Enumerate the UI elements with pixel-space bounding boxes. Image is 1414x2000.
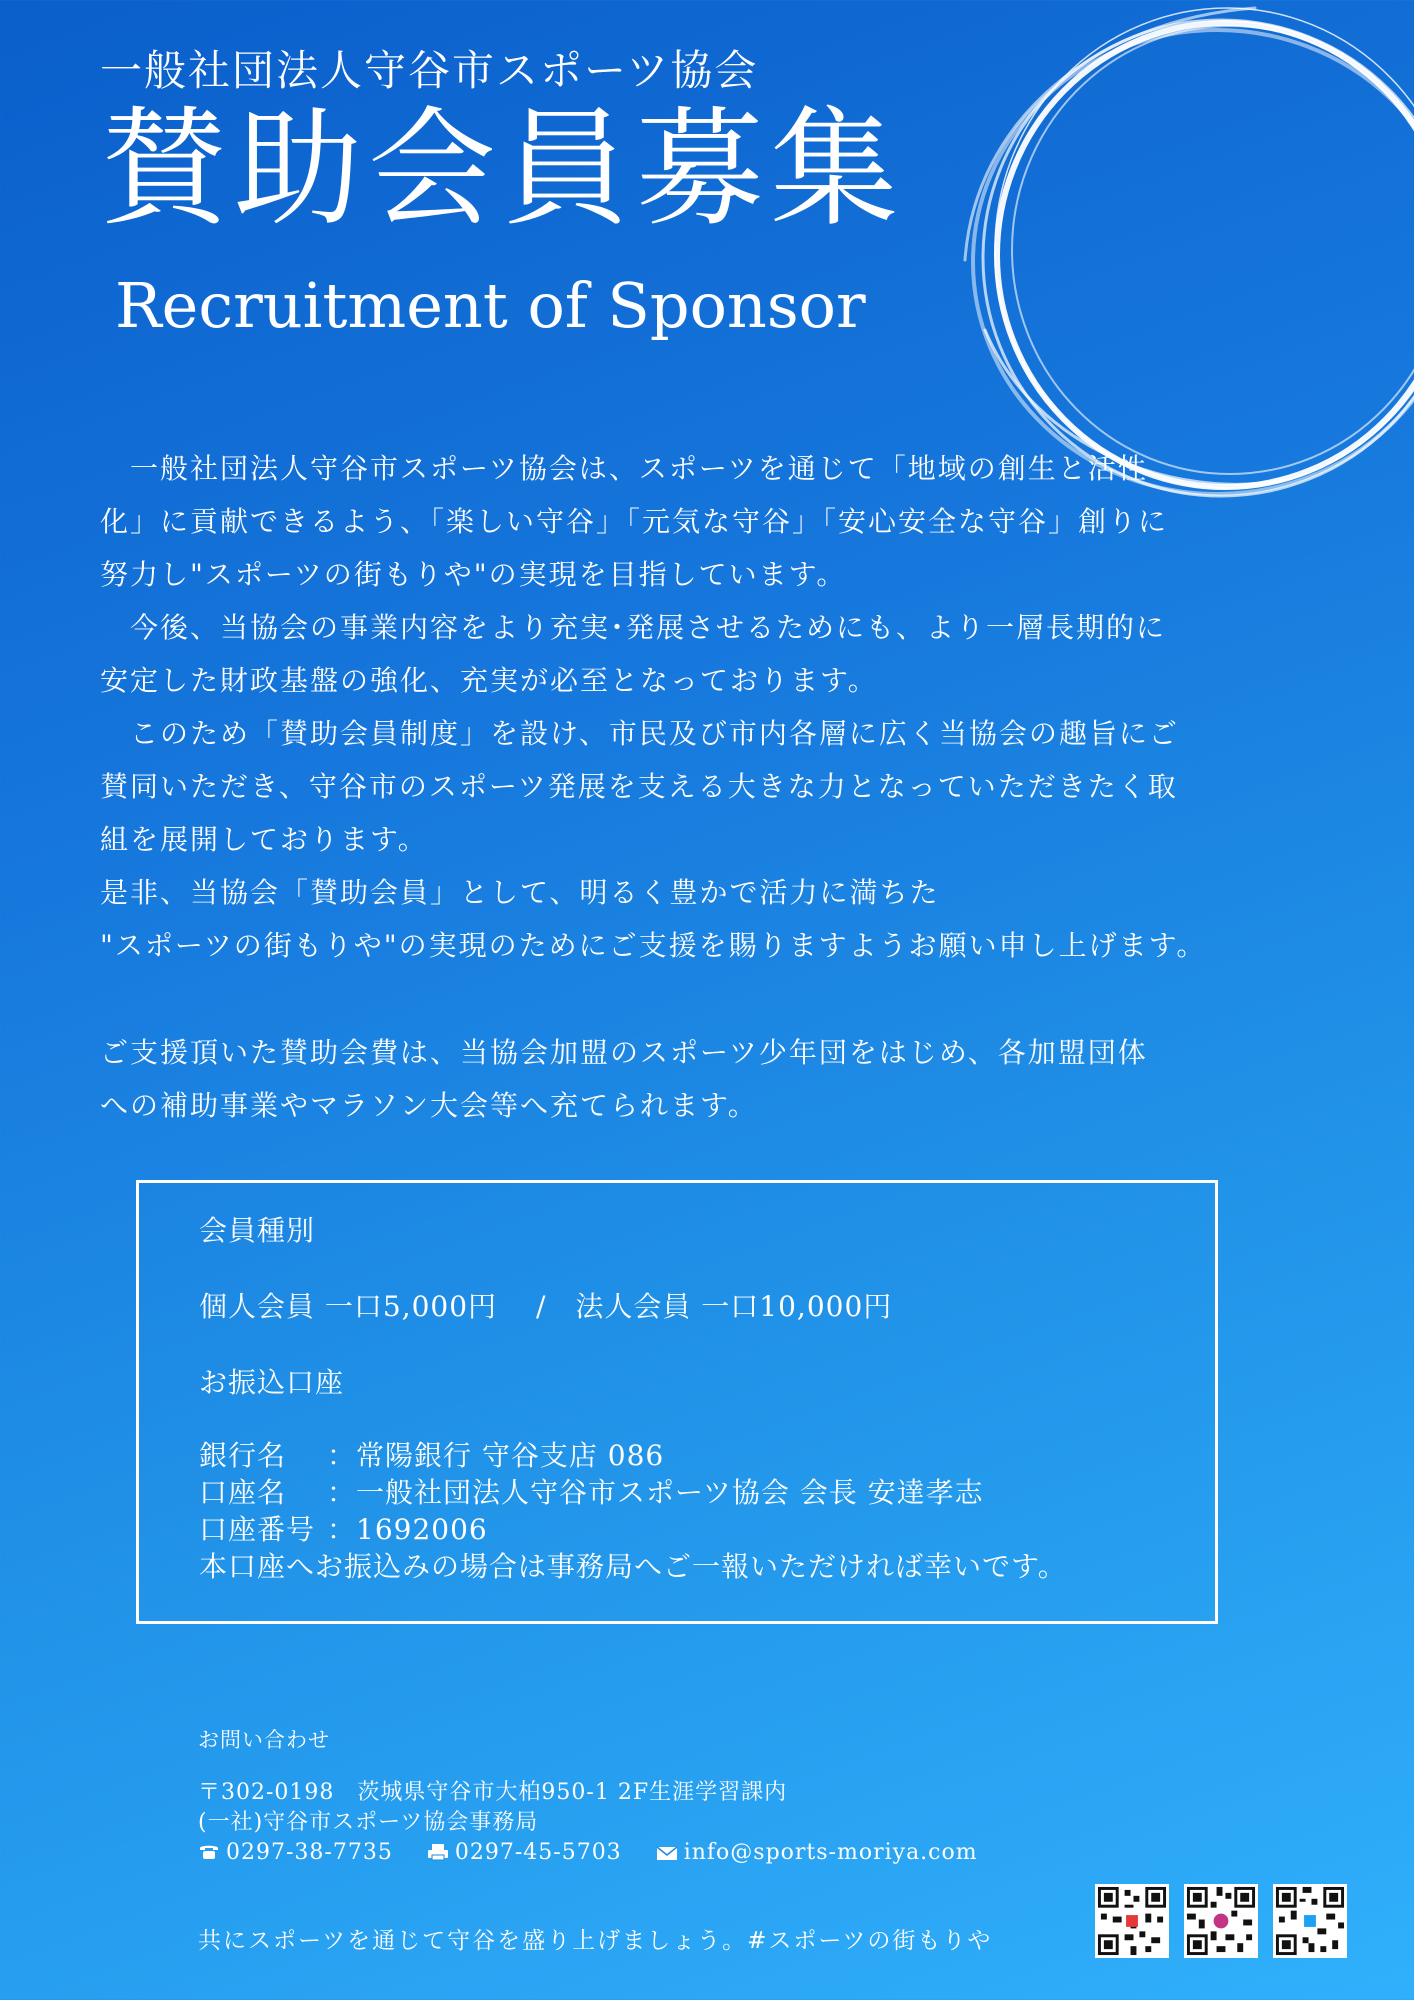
bank-name-value: ：常陽銀行 守谷支店 086	[327, 1439, 665, 1472]
contact-numbers	[198, 1838, 978, 1870]
qr-code-twitter[interactable]	[1273, 1884, 1347, 1958]
fax-icon	[427, 1840, 449, 1870]
intro-line: 今後、当協会の事業内容をより充実･発展させるためにも、より一層長期的に	[100, 611, 1167, 644]
transfer-heading: お振込口座	[199, 1366, 345, 1399]
intro-line: 賛同いただき、守谷市のスポーツ発展を支える大きな力となっていただきたく取	[100, 770, 1178, 803]
account-name-row	[199, 1474, 1067, 1511]
phone-icon	[198, 1840, 220, 1870]
phone-number[interactable]: 0297-38-7735	[226, 1840, 393, 1865]
qr-code-homepage[interactable]	[1095, 1884, 1169, 1958]
email-link[interactable]: info@sports-moriya.com	[683, 1840, 978, 1865]
account-number-row	[199, 1511, 1067, 1548]
instagram-icon	[1214, 1914, 1229, 1929]
intro-line: 化」に貢献できるよう、「楽しい守谷」「元気な守谷」「安心安全な守谷」創りに	[100, 505, 1169, 538]
contact-address: 〒302-0198 茨城県守谷市大柏950-1 2F生涯学習課内	[198, 1780, 788, 1805]
account-number-label: 口座番号	[199, 1513, 316, 1546]
membership-fees: 個人会員 一口5,000円 / 法人会員 一口10,000円	[199, 1290, 893, 1323]
intro-line: 努力し"スポーツの街もりや"の実現を目指しています。	[100, 558, 847, 591]
page-subtitle: Recruitment of Sponsor	[115, 269, 866, 342]
bank-name-row	[199, 1437, 1067, 1474]
usage-text	[100, 1026, 1240, 1132]
contact-office: (一社)守谷市スポーツ協会事務局	[198, 1810, 539, 1835]
intro-line: 組を展開しております。	[100, 823, 428, 856]
account-name-value: ：一般社団法人守谷市スポーツ協会 会長 安達孝志	[327, 1476, 984, 1509]
bank-name-label: 銀行名	[199, 1439, 287, 1472]
bank-details	[199, 1437, 1067, 1585]
footer-slogan: 共にスポーツを通じて守谷を盛り上げましょう。#スポーツの街もりや	[198, 1928, 993, 1954]
account-number-value: ：1692006	[327, 1513, 488, 1546]
membership-info-box	[136, 1180, 1218, 1624]
intro-line: 一般社団法人守谷市スポーツ協会は、スポーツを通じて「地域の創生と活性	[100, 452, 1148, 485]
qr-pattern	[1095, 1884, 1169, 1958]
transfer-note: 本口座へお振込みの場合は事務局へご一報いただければ幸いです。	[199, 1550, 1067, 1583]
twitter-icon	[1304, 1915, 1316, 1927]
organization-name: 一般社団法人守谷市スポーツ協会	[100, 46, 759, 95]
qr-pattern	[1273, 1884, 1347, 1958]
mail-icon	[656, 1840, 678, 1870]
page-title: 賛助会員募集	[100, 95, 905, 244]
qr-pattern	[1184, 1884, 1258, 1958]
intro-line: 安定した財政基盤の強化、充実が必至となっております。	[100, 664, 878, 697]
intro-line: "スポーツの街もりや"の実現のためにご支援を賜りますようお願い申し上げます。	[100, 929, 1207, 962]
intro-text	[100, 442, 1240, 972]
intro-line: 是非、当協会「賛助会員」として、明るく豊かで活力に満ちた	[100, 876, 940, 909]
home-icon	[1126, 1915, 1138, 1927]
usage-line: への補助事業やマラソン大会等へ充てられます。	[100, 1089, 758, 1122]
fax-number: 0297-45-5703	[454, 1840, 622, 1865]
contact-heading: お問い合わせ	[198, 1728, 330, 1752]
qr-code-instagram[interactable]	[1184, 1884, 1258, 1958]
membership-heading: 会員種別	[199, 1214, 316, 1247]
account-name-label: 口座名	[199, 1476, 287, 1509]
usage-line: ご支援頂いた賛助会費は、当協会加盟のスポーツ少年団をはじめ、各加盟団体	[100, 1036, 1148, 1069]
intro-line: このため「賛助会員制度」を設け、市民及び市内各層に広く当協会の趣旨にご	[100, 717, 1179, 750]
